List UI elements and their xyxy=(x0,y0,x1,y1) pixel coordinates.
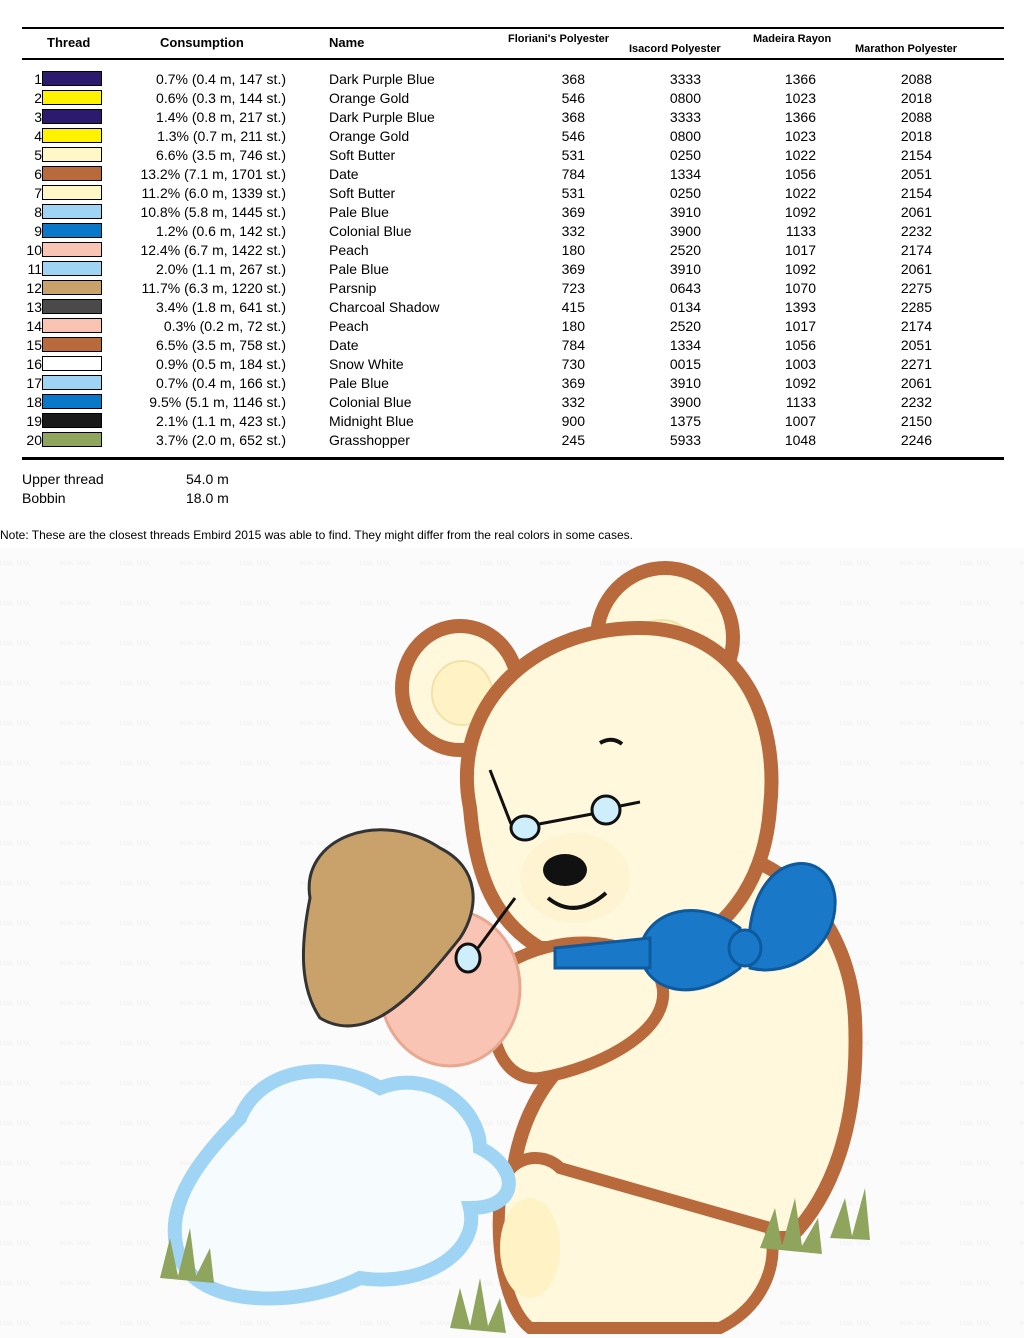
thread-number: 14 xyxy=(26,318,42,334)
thread-number: 13 xyxy=(26,299,42,315)
thread-color-swatch xyxy=(42,109,102,124)
thread-color-swatch xyxy=(42,147,102,162)
thread-color-swatch xyxy=(42,185,102,200)
thread-consumption: 2.0% (1.1 m, 267 st.) xyxy=(156,261,286,277)
table-row xyxy=(0,355,1024,374)
thread-name: Midnight Blue xyxy=(329,413,414,429)
thread-number: 10 xyxy=(26,242,42,258)
bobbin-label: Bobbin xyxy=(22,490,66,506)
floriani-code: 368 xyxy=(561,109,585,125)
marathon-code: 2154 xyxy=(900,147,932,163)
thread-number: 3 xyxy=(34,109,42,125)
thread-consumption: 0.9% (0.5 m, 184 st.) xyxy=(156,356,286,372)
madeira-code: 1023 xyxy=(784,90,816,106)
thread-name: Soft Butter xyxy=(329,147,396,163)
thread-consumption: 12.4% (6.7 m, 1422 st.) xyxy=(140,242,286,258)
madeira-code: 1017 xyxy=(784,242,816,258)
madeira-code: 1366 xyxy=(784,109,816,125)
top-rule xyxy=(22,27,1004,29)
floriani-code: 415 xyxy=(561,299,585,315)
floriani-code: 723 xyxy=(561,280,585,296)
thread-name: Orange Gold xyxy=(329,128,410,144)
upper-thread-value: 54.0 m xyxy=(186,471,229,487)
thread-consumption: 1.4% (0.8 m, 217 st.) xyxy=(156,109,286,125)
marathon-code: 2246 xyxy=(900,432,932,448)
table-row xyxy=(0,165,1024,184)
thread-name: Orange Gold xyxy=(329,90,410,106)
marathon-code: 2150 xyxy=(900,413,932,429)
thread-name: Soft Butter xyxy=(329,185,396,201)
floriani-code: 180 xyxy=(561,318,585,334)
thread-consumption: 13.2% (7.1 m, 1701 st.) xyxy=(140,166,286,182)
table-row xyxy=(0,298,1024,317)
thread-number: 19 xyxy=(26,413,42,429)
thread-color-swatch xyxy=(42,337,102,352)
thread-consumption: 11.7% (6.3 m, 1220 st.) xyxy=(141,280,286,296)
madeira-code: 1092 xyxy=(784,261,816,277)
table-row xyxy=(0,412,1024,431)
thread-color-swatch xyxy=(42,280,102,295)
table-row xyxy=(0,184,1024,203)
marathon-code: 2018 xyxy=(900,90,932,106)
isacord-code: 0250 xyxy=(669,147,701,163)
madeira-code: 1048 xyxy=(784,432,816,448)
madeira-code: 1056 xyxy=(784,337,816,353)
madeira-code: 1070 xyxy=(784,280,816,296)
marathon-code: 2174 xyxy=(900,242,932,258)
thread-consumption: 3.4% (1.8 m, 641 st.) xyxy=(156,299,286,315)
thread-consumption: 0.7% (0.4 m, 147 st.) xyxy=(156,71,286,87)
marathon-code: 2018 xyxy=(900,128,932,144)
thread-consumption: 0.3% (0.2 m, 72 st.) xyxy=(163,318,286,334)
isacord-code: 0643 xyxy=(669,280,701,296)
thread-name: Charcoal Shadow xyxy=(329,299,440,315)
isacord-code: 0134 xyxy=(669,299,701,315)
floriani-code: 245 xyxy=(561,432,585,448)
thread-consumption: 10.8% (5.8 m, 1445 st.) xyxy=(140,204,286,220)
madeira-code: 1133 xyxy=(785,223,816,239)
thread-color-swatch xyxy=(42,71,102,86)
thread-number: 4 xyxy=(34,128,42,144)
madeira-code: 1022 xyxy=(784,185,816,201)
floriani-code: 531 xyxy=(561,185,585,201)
floriani-code: 180 xyxy=(561,242,585,258)
table-row xyxy=(0,260,1024,279)
header-floriani: Floriani's Polyester xyxy=(508,33,610,45)
madeira-code: 1092 xyxy=(784,375,816,391)
thread-consumption: 1.3% (0.7 m, 211 st.) xyxy=(157,128,286,144)
floriani-code: 546 xyxy=(561,90,585,106)
thread-color-swatch xyxy=(42,394,102,409)
isacord-code: 1375 xyxy=(669,413,701,429)
thread-color-swatch xyxy=(42,432,102,447)
thread-note: Note: These are the closest threads Embird 2015 was able to find. They might differ from the real colors in some cases. xyxy=(0,528,633,542)
table-row xyxy=(0,108,1024,127)
bear-nose xyxy=(543,854,587,886)
thread-number: 8 xyxy=(34,204,42,220)
floriani-code: 369 xyxy=(561,375,585,391)
thread-consumption: 1.2% (0.6 m, 142 st.) xyxy=(156,223,286,239)
thread-name: Date xyxy=(329,337,359,353)
header-thread: Thread xyxy=(47,35,91,50)
floriani-code: 784 xyxy=(561,337,585,353)
thread-number: 2 xyxy=(34,90,42,106)
thread-name: Date xyxy=(329,166,359,182)
floriani-code: 546 xyxy=(561,128,585,144)
thread-color-swatch xyxy=(42,261,102,276)
marathon-code: 2174 xyxy=(900,318,932,334)
header-madeira: Madeira Rayon xyxy=(753,33,832,45)
floriani-code: 900 xyxy=(561,413,585,429)
thread-name: Peach xyxy=(329,318,369,334)
isacord-code: 0800 xyxy=(669,128,701,144)
thread-color-swatch xyxy=(42,166,102,181)
table-row xyxy=(0,127,1024,146)
thread-number: 20 xyxy=(26,432,42,448)
marathon-code: 2061 xyxy=(900,375,932,391)
thread-name: Pale Blue xyxy=(329,204,389,220)
thread-number: 16 xyxy=(26,356,42,372)
floriani-code: 368 xyxy=(561,71,585,87)
thread-consumption: 0.6% (0.3 m, 144 st.) xyxy=(156,90,286,106)
table-row xyxy=(0,317,1024,336)
thread-number: 17 xyxy=(26,375,42,391)
floriani-code: 369 xyxy=(561,204,585,220)
table-row xyxy=(0,336,1024,355)
thread-name: Colonial Blue xyxy=(329,223,412,239)
isacord-code: 1334 xyxy=(669,337,701,353)
madeira-code: 1366 xyxy=(784,71,816,87)
table-row xyxy=(0,89,1024,108)
thread-number: 5 xyxy=(34,147,42,163)
marathon-code: 2061 xyxy=(900,204,932,220)
thread-consumption: 6.5% (3.5 m, 758 st.) xyxy=(156,337,286,353)
madeira-code: 1056 xyxy=(784,166,816,182)
table-row xyxy=(0,393,1024,412)
embroidery-design-image xyxy=(0,548,1024,1338)
thread-consumption: 9.5% (5.1 m, 1146 st.) xyxy=(149,394,286,410)
thread-number: 15 xyxy=(26,337,42,353)
isacord-code: 0250 xyxy=(669,185,701,201)
thread-color-swatch xyxy=(42,299,102,314)
thread-number: 11 xyxy=(27,261,42,277)
upper-thread-label: Upper thread xyxy=(22,471,104,487)
thread-consumption: 0.7% (0.4 m, 166 st.) xyxy=(156,375,286,391)
marathon-code: 2051 xyxy=(900,337,932,353)
isacord-code: 3333 xyxy=(669,109,701,125)
thread-color-swatch xyxy=(42,90,102,105)
thread-number: 18 xyxy=(26,394,42,410)
table-row xyxy=(0,146,1024,165)
thread-color-swatch xyxy=(42,128,102,143)
isacord-code: 2520 xyxy=(669,318,701,334)
thread-name: Snow White xyxy=(329,356,404,372)
table-row xyxy=(0,203,1024,222)
header-isacord: Isacord Polyester xyxy=(629,43,721,55)
thread-consumption: 6.6% (3.5 m, 746 st.) xyxy=(156,147,286,163)
madeira-code: 1393 xyxy=(784,299,816,315)
isacord-code: 0015 xyxy=(669,356,701,372)
madeira-code: 1133 xyxy=(785,394,816,410)
thread-number: 12 xyxy=(26,280,42,296)
table-row xyxy=(0,70,1024,89)
thread-number: 9 xyxy=(34,223,42,239)
isacord-code: 3910 xyxy=(669,375,701,391)
bottom-rule xyxy=(22,457,1004,460)
thread-color-swatch xyxy=(42,242,102,257)
marathon-code: 2285 xyxy=(900,299,932,315)
header-marathon: Marathon Polyester xyxy=(855,43,958,55)
table-row xyxy=(0,222,1024,241)
marathon-code: 2232 xyxy=(900,394,932,410)
isacord-code: 3333 xyxy=(669,71,701,87)
header-rule xyxy=(22,58,1004,60)
table-row xyxy=(0,431,1024,450)
marathon-code: 2275 xyxy=(900,280,932,296)
isacord-code: 3910 xyxy=(669,204,701,220)
madeira-code: 1003 xyxy=(784,356,816,372)
thread-name: Peach xyxy=(329,242,369,258)
thread-color-swatch xyxy=(42,356,102,371)
table-row xyxy=(0,374,1024,393)
thread-consumption: 11.2% (6.0 m, 1339 st.) xyxy=(141,185,286,201)
madeira-code: 1022 xyxy=(784,147,816,163)
marathon-code: 2271 xyxy=(900,356,932,372)
thread-name: Grasshopper xyxy=(329,432,410,448)
thread-name: Pale Blue xyxy=(329,375,389,391)
madeira-code: 1023 xyxy=(784,128,816,144)
marathon-code: 2088 xyxy=(900,109,932,125)
isacord-code: 3900 xyxy=(669,223,701,239)
isacord-code: 1334 xyxy=(669,166,701,182)
floriani-code: 332 xyxy=(561,394,585,410)
isacord-code: 3910 xyxy=(669,261,701,277)
thread-color-swatch xyxy=(42,413,102,428)
marathon-code: 2232 xyxy=(900,223,932,239)
marathon-code: 2088 xyxy=(900,71,932,87)
madeira-code: 1017 xyxy=(784,318,816,334)
floriani-code: 369 xyxy=(561,261,585,277)
isacord-code: 0800 xyxy=(669,90,701,106)
thread-color-swatch xyxy=(42,204,102,219)
thread-name: Pale Blue xyxy=(329,261,389,277)
table-row xyxy=(0,279,1024,298)
marathon-code: 2051 xyxy=(900,166,932,182)
marathon-code: 2154 xyxy=(900,185,932,201)
thread-consumption: 3.7% (2.0 m, 652 st.) xyxy=(156,432,286,448)
thread-color-swatch xyxy=(42,223,102,238)
marathon-code: 2061 xyxy=(900,261,932,277)
isacord-code: 2520 xyxy=(669,242,701,258)
thread-name: Parsnip xyxy=(329,280,377,296)
madeira-code: 1092 xyxy=(784,204,816,220)
thread-name: Dark Purple Blue xyxy=(329,109,435,125)
table-row xyxy=(0,241,1024,260)
header-name: Name xyxy=(329,35,365,50)
thread-name: Dark Purple Blue xyxy=(329,71,435,87)
thread-number: 6 xyxy=(34,166,42,182)
isacord-code: 5933 xyxy=(669,432,701,448)
bobbin-value: 18.0 m xyxy=(186,490,229,506)
header-consumption: Consumption xyxy=(160,35,244,50)
floriani-code: 730 xyxy=(561,356,585,372)
thread-number: 1 xyxy=(34,71,42,87)
thread-consumption: 2.1% (1.1 m, 423 st.) xyxy=(156,413,286,429)
thread-color-swatch xyxy=(42,375,102,390)
madeira-code: 1007 xyxy=(784,413,816,429)
isacord-code: 3900 xyxy=(669,394,701,410)
thread-name: Colonial Blue xyxy=(329,394,412,410)
thread-number: 7 xyxy=(34,185,42,201)
thread-color-swatch xyxy=(42,318,102,333)
floriani-code: 332 xyxy=(561,223,585,239)
floriani-code: 784 xyxy=(561,166,585,182)
floriani-code: 531 xyxy=(561,147,585,163)
